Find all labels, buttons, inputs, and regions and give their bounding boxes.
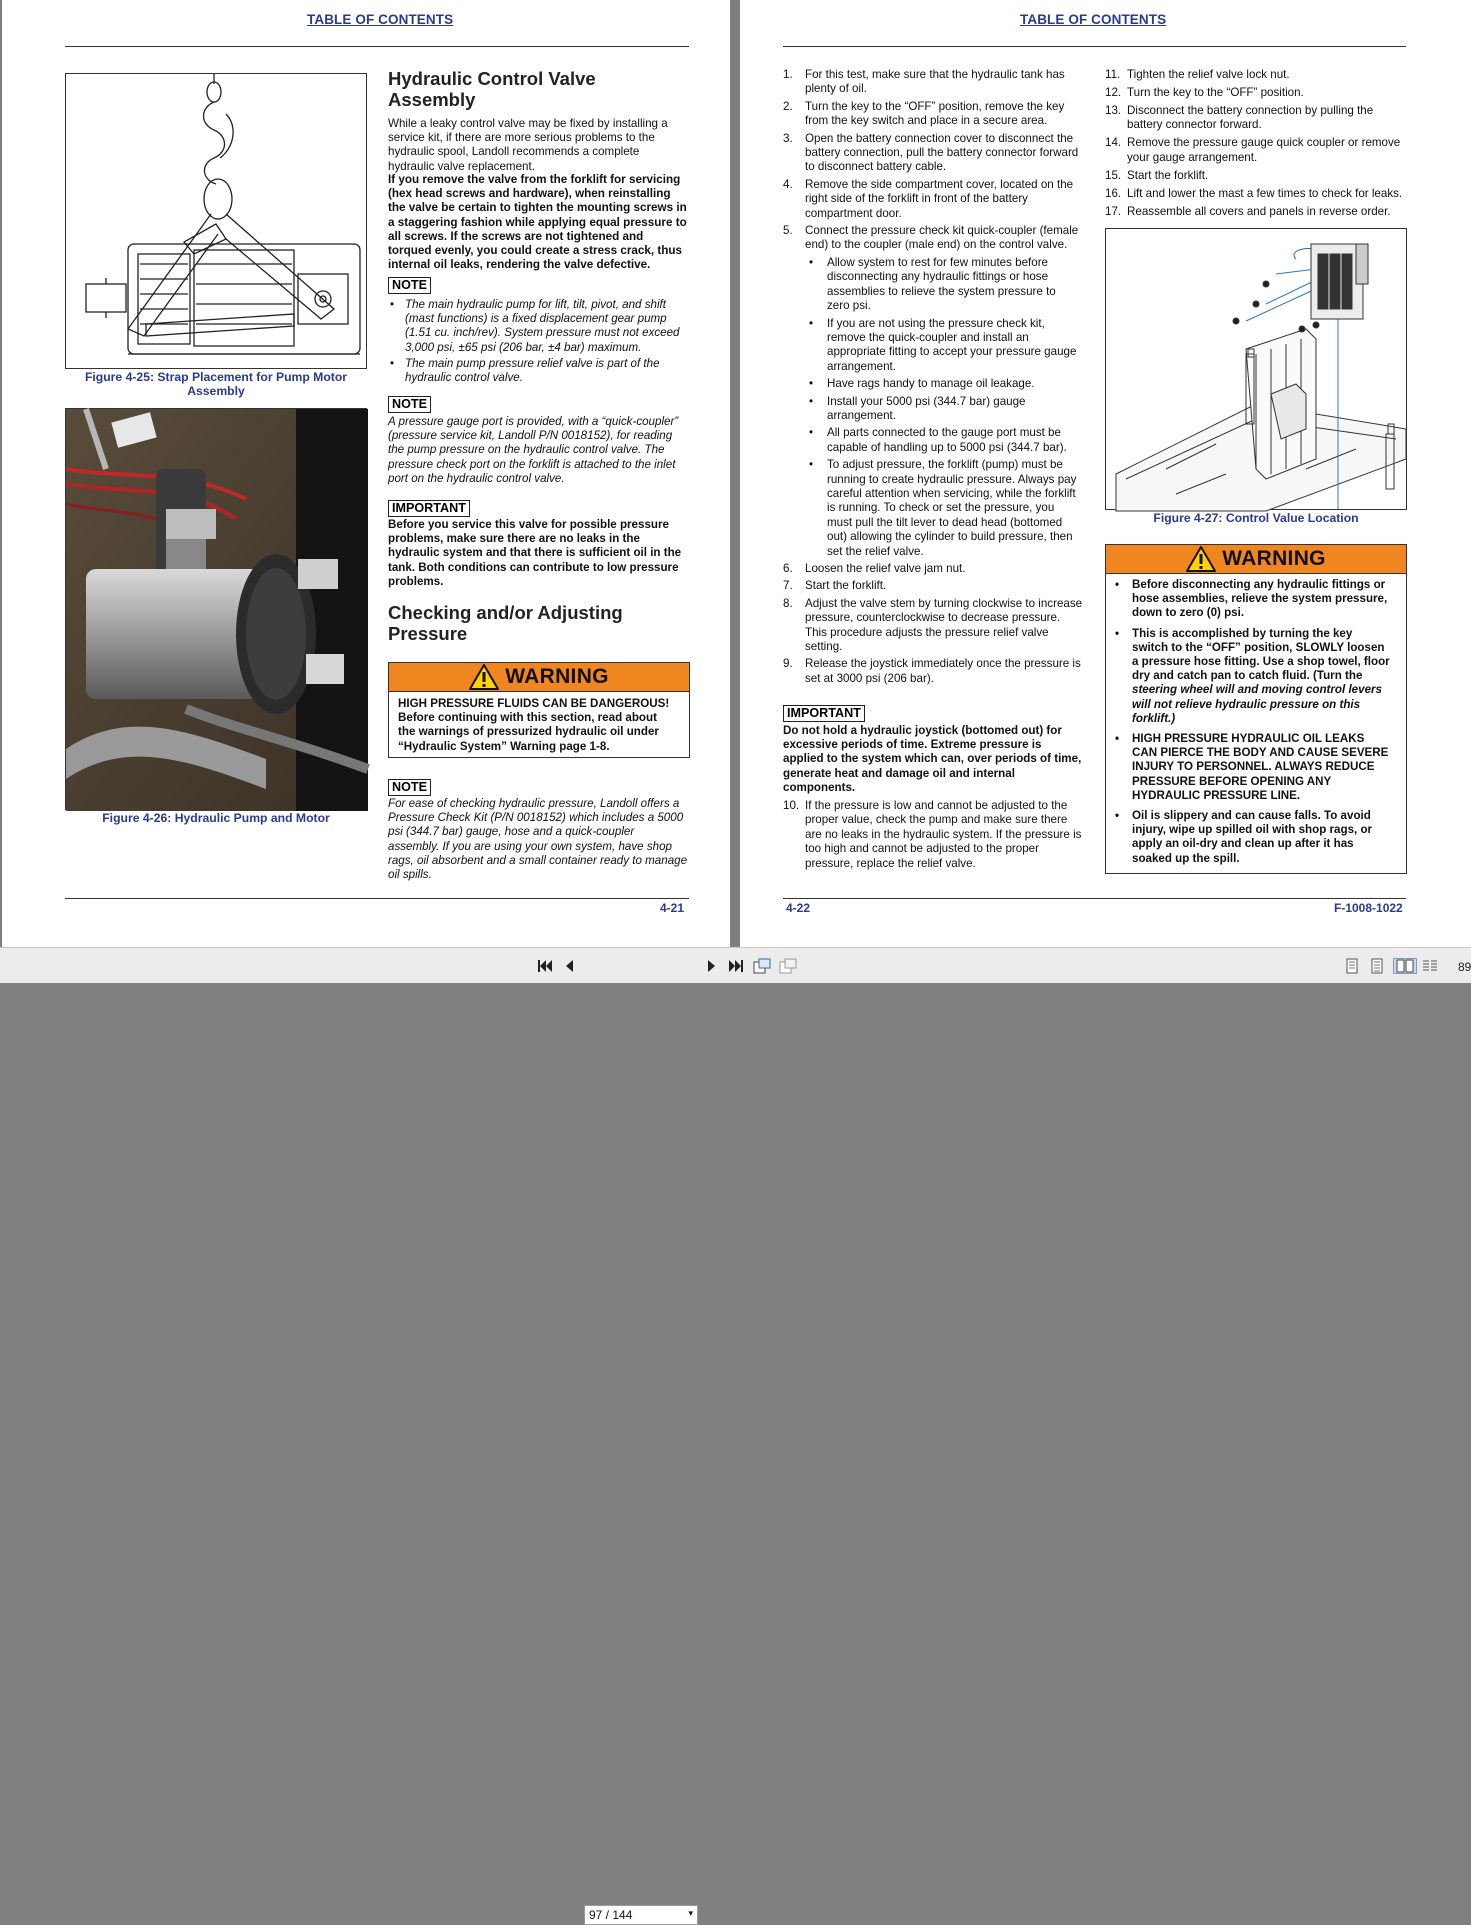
text-line: is running. To check or set the pressure, you	[827, 501, 1055, 515]
note-quick-coupler	[388, 415, 690, 486]
list-item	[783, 178, 1083, 221]
step-number: 12.	[1105, 86, 1122, 99]
text-line: service kit, if there are more serious problems to the	[388, 131, 655, 145]
figure-caption-4-26: Figure 4-26: Hydraulic Pump and Motor	[102, 811, 330, 825]
first-page-button[interactable]	[536, 958, 554, 974]
important-paragraph	[388, 518, 690, 589]
document-code: F-1008-1022	[1334, 901, 1403, 915]
text-line: Have rags handy to manage oil leakage.	[827, 377, 1035, 391]
text-line: Turn the key to the “OFF” position.	[1127, 86, 1304, 99]
text-line: Allow system to rest for few minutes before	[827, 255, 1049, 269]
toc-link-right[interactable]: TABLE OF CONTENTS	[1020, 12, 1167, 27]
list-item	[783, 224, 1083, 253]
note-bullet	[388, 298, 690, 355]
text-line: are no leaks in the hydraulic system. If the pressure is	[805, 827, 1082, 841]
text-line: must pull the tilt lever to dead head (bottomed	[827, 515, 1063, 529]
list-item	[783, 799, 1085, 871]
caption-line: Figure 4-25: Strap Placement for Pump Motor	[84, 370, 348, 384]
text-line: Lift and lower the mast a few times to check for leaks.	[1127, 186, 1403, 200]
text-line: disconnecting any hydraulic fittings or hose	[827, 270, 1049, 284]
important-label: IMPORTANT	[388, 500, 470, 517]
list-item: • If you are not using the pressure check kit, remove the quick-coupler and install an appropriate fitting to accept your pressure gauge arrangement.	[805, 317, 1083, 375]
text-line: assemblies to relieve the system pressure to	[827, 284, 1056, 298]
figure-pump-motor-photo	[65, 408, 367, 810]
list-item: • HIGH PRESSURE HYDRAULIC OIL LEAKS CAN PIERCE THE BODY AND CAUSE SEVERE INJURY TO PERSONNEL. ALWAYS REDUCE PRESSURE BEFORE OPENING ANY HYDRAULIC PRESSURE LINE.	[1112, 732, 1404, 803]
list-item	[783, 657, 1083, 686]
toc-link-left[interactable]: TABLE OF CONTENTS	[307, 12, 454, 27]
text-line: arrangement.	[827, 359, 896, 373]
fit-page-button[interactable]	[753, 958, 771, 974]
text-line: If you remove the valve from the forklift for servicing	[388, 173, 681, 186]
text-line: hydraulic valve replacement.	[388, 159, 535, 173]
step5-sub-bullets	[783, 256, 1083, 559]
text-line: Release the joystick immediately once the pressure is	[805, 657, 1081, 671]
step-number: 4.	[783, 177, 793, 191]
text-line: pressure, replace the relief valve.	[805, 856, 976, 870]
note-bullet	[388, 357, 690, 385]
text-line: generate heat and damage oil and internal	[783, 766, 1015, 780]
viewer-toolbar	[0, 947, 1471, 1922]
text-line: psi (344.7 bar) gauge, hose and a quick-coupler	[388, 825, 635, 839]
note-label: NOTE	[388, 779, 431, 796]
figure-control-valve-location	[1105, 228, 1407, 510]
fit-page-icon	[753, 958, 771, 974]
text-line: pressure check port on the forklift is attached to the inlet	[388, 457, 676, 471]
text-line: careful attention when servicing, while the forklift	[827, 486, 1076, 500]
caption-line: Assembly	[187, 384, 245, 398]
text-line: end) to the coupler (male end) on the control valve.	[805, 238, 1068, 252]
list-item	[1105, 68, 1410, 82]
first-page-icon	[537, 959, 553, 973]
single-page-view-button[interactable]	[1343, 958, 1361, 974]
text-line: battery connection, pull the battery connector forward	[805, 146, 1079, 160]
step-number: 6.	[783, 562, 793, 575]
note-label: NOTE	[388, 277, 431, 294]
warning-triangle-icon	[469, 664, 499, 690]
text-line: internal oil leaks, rendering the valve defective.	[388, 258, 651, 272]
list-item	[1105, 86, 1410, 100]
text-line: Reassemble all covers and panels in reverse order.	[1127, 204, 1391, 218]
title-line: Checking and/or Adjusting	[388, 602, 623, 623]
text-line: This is accomplished by turning the key	[1132, 626, 1353, 640]
figure-caption-4-25	[65, 370, 367, 398]
title-line: Pressure	[388, 623, 468, 644]
text-line: the warnings of pressurized hydraulic oil under	[398, 725, 659, 739]
chevron-down-icon[interactable]: ▾	[688, 1908, 693, 1918]
warning-text	[398, 697, 688, 754]
reinstall-caution-paragraph	[388, 173, 690, 272]
text-line: pressure, counterclockwise to decrease pressure.	[805, 611, 1061, 625]
title-line: Assembly	[388, 89, 476, 110]
figure-strap-placement	[65, 73, 367, 369]
text-line: INJURY TO PERSONNEL. ALWAYS REDUCE	[1132, 760, 1375, 774]
step-number: 13.	[1105, 104, 1122, 117]
text-line: a pressure hose fitting. Use a shop towel, floor	[1132, 655, 1390, 669]
figure-caption-4-27: Figure 4-27: Control Value Location	[1153, 511, 1359, 525]
text-line: will not relieve hydraulic pressure on this	[1132, 697, 1361, 711]
text-line: CAN PIERCE THE BODY AND CAUSE SEVERE	[1132, 746, 1389, 760]
header-rule	[783, 46, 1406, 47]
step-number: 15.	[1105, 168, 1122, 182]
text-line: (mast functions) is a fixed displacement gear pump	[405, 312, 667, 326]
text-line: Start the forklift.	[805, 579, 887, 593]
warning-label: WARNING	[1222, 547, 1326, 570]
text-line: to disconnect battery cable.	[805, 160, 947, 174]
fit-width-icon	[779, 958, 797, 974]
text-line: To adjust pressure, the forklift (pump) must be	[827, 458, 1063, 472]
warning-bullets	[1112, 578, 1404, 866]
step-number: 16.	[1105, 186, 1122, 200]
text-line: rags, oil absorbent and a small container ready to manage	[388, 853, 688, 867]
single-page-icon	[1345, 958, 1359, 974]
important-paragraph	[783, 724, 1085, 795]
text-line: Before disconnecting any hydraulic fittings or	[1132, 578, 1386, 591]
text-line: proper value, check the pump and make sure there	[805, 813, 1068, 827]
text-line: Start the forklift.	[1127, 168, 1209, 182]
step-number: 10.	[783, 799, 800, 812]
text-line: out) allowing the cylinder to build pressure, then	[827, 530, 1073, 544]
note-pressure-kit	[388, 797, 690, 882]
text-line: problems, make sure there are no leaks in the	[388, 532, 640, 546]
footer-rule	[783, 898, 1406, 899]
title-line: Hydraulic Control Valve	[388, 68, 596, 89]
text-line: HIGH PRESSURE FLUIDS CAN BE DANGEROUS!	[398, 697, 670, 710]
page-number-input[interactable]	[584, 1905, 698, 1925]
step-number: 14.	[1105, 136, 1122, 150]
text-line: A pressure gauge port is provided, with a “quick-coupler”	[388, 415, 679, 428]
text-line: torqued evenly, you could create a stress crack, thus	[388, 244, 683, 258]
header-rule	[65, 46, 689, 47]
list-item: • Oil is slippery and can cause falls. To avoid injury, wipe up spilled oil with shop rags, or apply an oil-dry and clean up after it has soaked up the spill.	[1112, 809, 1404, 866]
page-number: 4-22	[786, 901, 811, 915]
text-line: Do not hold a hydraulic joystick (bottomed out) for	[783, 724, 1062, 737]
step-number: 2.	[783, 99, 793, 113]
text-line: hose assemblies, relieve the system pressure,	[1132, 592, 1388, 606]
text-line: Disconnect the battery connection by pulling the	[1127, 104, 1374, 117]
step-number: 11.	[1105, 68, 1121, 81]
warning-triangle-icon	[1186, 546, 1216, 572]
text-line: from the key switch and place in a secure area.	[805, 114, 1048, 128]
page-4-21	[2, 0, 730, 947]
warning-header	[389, 663, 689, 692]
page-indicator-text: 97 / 144	[589, 1908, 633, 1922]
text-line: For ease of checking hydraulic pressure, Landoll offers a	[388, 797, 680, 810]
text-line: Adjust the valve stem by turning clockwise to increase	[805, 596, 1083, 610]
text-line: 3,000 psi, ±65 psi (206 bar, ±4 bar) maximum.	[405, 340, 642, 354]
text-line: switch to the “OFF” position, SLOWLY loosen	[1132, 640, 1385, 654]
list-item	[783, 68, 1083, 97]
list-item	[1105, 104, 1410, 133]
list-item	[1105, 187, 1410, 201]
list-item	[783, 100, 1083, 129]
text-line: hydraulic spool, Landoll recommends a complete	[388, 145, 640, 159]
two-page-continuous-icon	[1421, 959, 1439, 973]
text-line: • The main pump pressure relief valve is part of the	[405, 357, 660, 370]
text-line: remove the quick-coupler and install an	[827, 330, 1029, 344]
text-line: apply an oil-dry and clean up after it has	[1132, 837, 1354, 851]
step-number: 5.	[783, 224, 793, 238]
text-line: Remove the pressure gauge quick coupler or remove	[1127, 136, 1401, 150]
text-line: running to create hydraulic pressure. Always pay	[827, 472, 1077, 486]
text-line: capable of handling up to 5000 psi (344.7 bar).	[827, 440, 1067, 454]
step-number: 1.	[783, 68, 793, 81]
step-number: 17.	[1105, 204, 1122, 218]
text-line: assembly. If you are using your own system, have shop	[388, 839, 672, 853]
continuous-page-icon	[1370, 958, 1384, 974]
note-label: NOTE	[388, 396, 431, 413]
text-line: Pressure Check Kit (P/N 0018152) which includes a 5000	[388, 811, 684, 825]
text-line: hydraulic control valve.	[405, 371, 523, 385]
last-page-button[interactable]	[727, 958, 745, 974]
text-line: HYDRAULIC PRESSURE LINE.	[1132, 788, 1301, 802]
step-number: 9.	[783, 657, 793, 671]
text-line: your gauge arrangement.	[1127, 150, 1258, 164]
footer-rule	[65, 898, 689, 899]
previous-page-icon	[563, 959, 575, 973]
important-label: IMPORTANT	[783, 705, 865, 722]
list-item	[1105, 169, 1410, 183]
list-item: • To adjust pressure, the forklift (pump) must be running to create hydraulic pressure. Always pay careful attention when servicing, while the forklift is running. To check or set the pressure, you must pull the tilt lever to dead head (bottomed out) allowing the cylinder to build pressure, then set the relief valve.	[805, 458, 1083, 559]
two-page-view-button[interactable]	[1393, 958, 1417, 974]
list-item	[783, 597, 1083, 655]
text-line: While a leaky control valve may be fixed by installing a	[388, 117, 668, 130]
step-number: 8.	[783, 596, 793, 610]
text-line: zero psi.	[827, 299, 871, 313]
procedure-steps-11-17	[1105, 68, 1410, 219]
procedure-steps-1-5	[783, 68, 1083, 689]
list-item: • Have rags handy to manage oil leakage.	[805, 377, 1083, 391]
list-item	[783, 132, 1083, 175]
warning-label: WARNING	[505, 665, 609, 688]
previous-page-button[interactable]	[560, 958, 578, 974]
section-title-checking-pressure	[388, 602, 623, 644]
text-line: dry and catch pan to catch fluid. (Turn the	[1132, 669, 1363, 683]
text-line: hydraulic system and that there is sufficient oil in the	[388, 546, 682, 560]
list-item	[783, 562, 1083, 576]
text-line: All parts connected to the gauge port must be	[827, 426, 1061, 440]
zoom-level[interactable]: 89	[1458, 960, 1471, 974]
step-number: 7.	[783, 579, 793, 593]
text-line: If the pressure is low and cannot be adjusted to the	[805, 799, 1068, 812]
text-line: set the relief valve.	[827, 544, 924, 558]
list-item: • Before disconnecting any hydraulic fittings or hose assemblies, relieve the system pressure, down to zero (0) psi.	[1112, 578, 1404, 621]
list-item	[1105, 205, 1410, 219]
text-line: “Hydraulic System” Warning page 1-8.	[398, 739, 610, 753]
text-line: all screws. If the screws are not tightened and	[388, 229, 644, 243]
text-line: (1.51 cu. inch/rev). System pressure must not exceed	[405, 326, 680, 340]
text-line: Before continuing with this section, read about	[398, 711, 657, 725]
text-line: • The main hydraulic pump for lift, tilt, pivot, and shift	[405, 298, 666, 311]
text-line: too high and cannot be adjusted to the proper	[805, 842, 1039, 856]
intro-paragraph	[388, 117, 688, 174]
text-line: soaked up the spill.	[1132, 851, 1240, 865]
text-line: components.	[783, 780, 856, 794]
text-line: Turn the key to the “OFF” position, remove the key	[805, 99, 1065, 113]
list-item: • Install your 5000 psi (344.7 bar) gauge arrangement.	[805, 395, 1083, 424]
text-line: Install your 5000 psi (344.7 bar) gauge	[827, 394, 1026, 408]
text-line: injury, wipe up spilled oil with shop rags, or	[1132, 823, 1373, 837]
page-number: 4-21	[660, 901, 685, 915]
text-line: This procedure adjusts the pressure relief valve	[805, 625, 1049, 639]
text-line: If you are not using the pressure check kit,	[827, 316, 1045, 330]
text-line: down to zero (0) psi.	[1132, 606, 1245, 620]
list-item: • Allow system to rest for few minutes before disconnecting any hydraulic fittings or hose assemblies to relieve the system pressure to zero psi.	[805, 256, 1083, 314]
last-page-icon	[728, 959, 744, 973]
text-line: the pump pressure on the hydraulic control valve. The	[388, 443, 665, 457]
text-line: battery connector forward.	[1127, 118, 1262, 132]
text-line: Loosen the relief valve jam nut.	[805, 562, 966, 575]
text-line: PRESSURE BEFORE OPENING ANY	[1132, 774, 1332, 788]
text-line: (hex head screws and hardware), when reinstalling	[388, 187, 671, 201]
text-line: Before you service this valve for possible pressure	[388, 518, 669, 531]
text-line: (pressure service kit, Landoll P/N 0018152), for reading	[388, 429, 673, 443]
text-line: excessive periods of time. Extreme pressure is	[783, 738, 1042, 752]
text-line: appropriate fitting to accept your pressure gauge	[827, 345, 1077, 359]
page-4-22	[740, 0, 1471, 947]
text-line: set at 3000 psi (206 bar).	[805, 671, 934, 685]
next-page-button[interactable]	[703, 958, 721, 974]
text-line: Open the battery connection cover to disconnect the	[805, 131, 1074, 145]
procedure-step-10	[783, 799, 1085, 871]
text-line: setting.	[805, 640, 843, 654]
list-item	[1105, 136, 1410, 165]
text-line: For this test, make sure that the hydraulic tank has	[805, 68, 1065, 81]
text-line: Tighten the relief valve lock nut.	[1127, 68, 1290, 81]
list-item: • All parts connected to the gauge port must be capable of handling up to 5000 psi (344.7 bar).	[805, 426, 1083, 455]
text-line: applied to the system which can, over periods of time,	[783, 752, 1082, 766]
warning-header	[1106, 545, 1406, 574]
text-line: HIGH PRESSURE HYDRAULIC OIL LEAKS	[1132, 732, 1365, 746]
two-page-continuous-button[interactable]	[1421, 958, 1439, 974]
text-line: Connect the pressure check kit quick-coupler (female	[805, 224, 1079, 238]
text-line: problems.	[388, 574, 444, 588]
text-line: Oil is slippery and can cause falls. To avoid	[1132, 809, 1371, 823]
list-item	[783, 579, 1083, 593]
two-page-icon	[1396, 959, 1414, 973]
text-line: forklift.)	[1132, 711, 1176, 725]
text-line: Remove the side compartment cover, located on the	[805, 177, 1074, 191]
text-line: arrangement.	[827, 408, 896, 422]
fit-width-button[interactable]	[779, 958, 797, 974]
section-title-control-valve	[388, 68, 596, 110]
list-item: • This is accomplished by turning the key switch to the “OFF” position, SLOWLY loosen a pressure hose fitting. Use a shop towel, floor dry and catch pan to catch fluid. (Turn the steering wheel will and moving control levers will not relieve hydraulic pressure on this forklift.)	[1112, 627, 1404, 726]
text-line: the valve be certain to tighten the mounting screws in	[388, 201, 687, 215]
warning-box	[1105, 544, 1407, 874]
text-line: oil spills.	[388, 868, 432, 882]
next-page-icon	[706, 959, 718, 973]
text-line: steering wheel will and moving control levers	[1132, 683, 1382, 697]
text-line: tank. Both conditions can contribute to low pressure	[388, 560, 679, 574]
text-line: a staggering fashion while applying equal pressure to	[388, 215, 687, 229]
text-line: right side of the forklift in front of the battery	[805, 192, 1028, 206]
continuous-view-button[interactable]	[1368, 958, 1386, 974]
step-number: 3.	[783, 131, 793, 145]
text-line: compartment door.	[805, 206, 902, 220]
text-line: plenty of oil.	[805, 82, 867, 96]
text-line: port on the hydraulic control valve.	[388, 471, 565, 485]
warning-box	[388, 662, 690, 758]
